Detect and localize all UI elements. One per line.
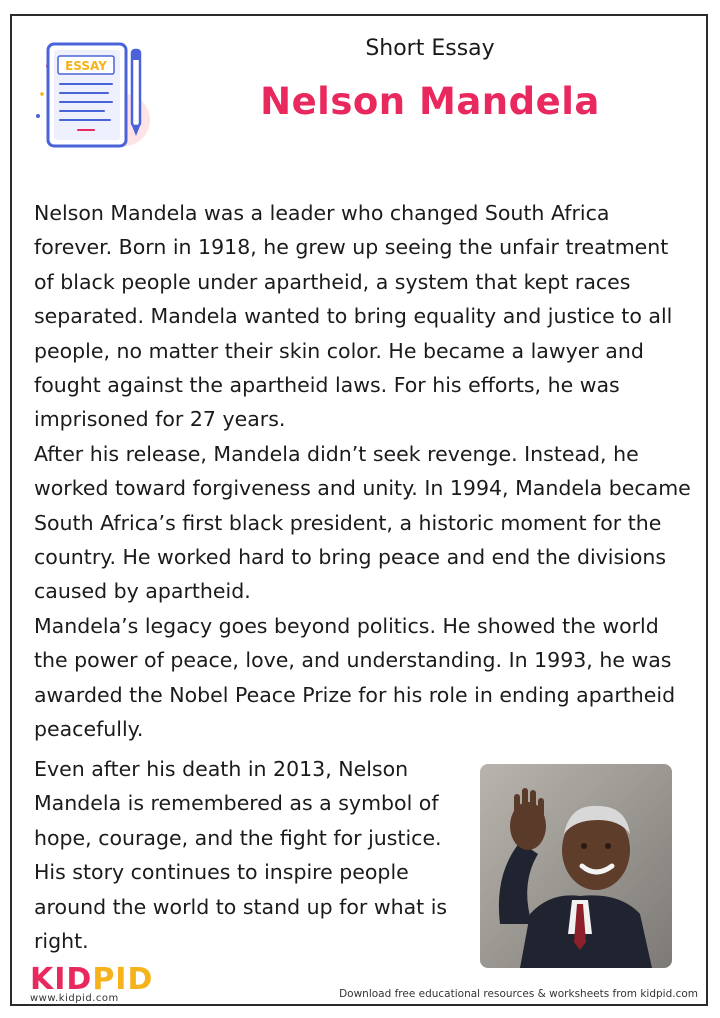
essay-paragraph: Even after his death in 2013, Nelson Mandela is remembered as a symbol of hope, courage, and the fight for justice. His story continues to inspire people around the world to stand up for what is right. (34, 757, 448, 954)
essay-paragraph: Mandela’s legacy goes beyond politics. He showed the world the power of peace, love, and understanding. In 1993, he was awarded the Nobel Peace Prize for his role in ending apartheid peacefully. (34, 613, 676, 742)
essay-paragraph: After his release, Mandela didn’t seek revenge. Instead, he worked toward forgiveness and unity. In 1994, Mandela became South Africa’s first black president, a historic moment for the country. He worked hard to bring peace and end the divisions caused by apartheid. (34, 441, 691, 604)
essay-paragraph: Nelson Mandela was a leader who changed South Africa forever. Born in 1918, he grew up seeing the unfair treatment of black people under apartheid, a system that kept races separated. Mandela wanted to bring equality and justice to all people, no matter their skin color. He became a lawyer and fought against the apartheid laws. For his efforts, he was imprisoned for 27 years. (34, 201, 673, 432)
essay-icon-label: ESSAY (65, 59, 107, 73)
essay-body (34, 196, 694, 747)
nelson-mandela-photo (480, 764, 672, 968)
page-subtitle: Short Essay (365, 36, 495, 61)
logo-pid-text: PID (92, 962, 154, 997)
logo-url: www.kidpid.com (30, 993, 119, 1004)
page-title: Nelson Mandela (260, 80, 600, 123)
logo-kid-text: KID (30, 962, 93, 997)
footer-note: Download free educational resources & worksheets from kidpid.com (339, 988, 698, 1000)
kidpid-logo (30, 962, 153, 1004)
